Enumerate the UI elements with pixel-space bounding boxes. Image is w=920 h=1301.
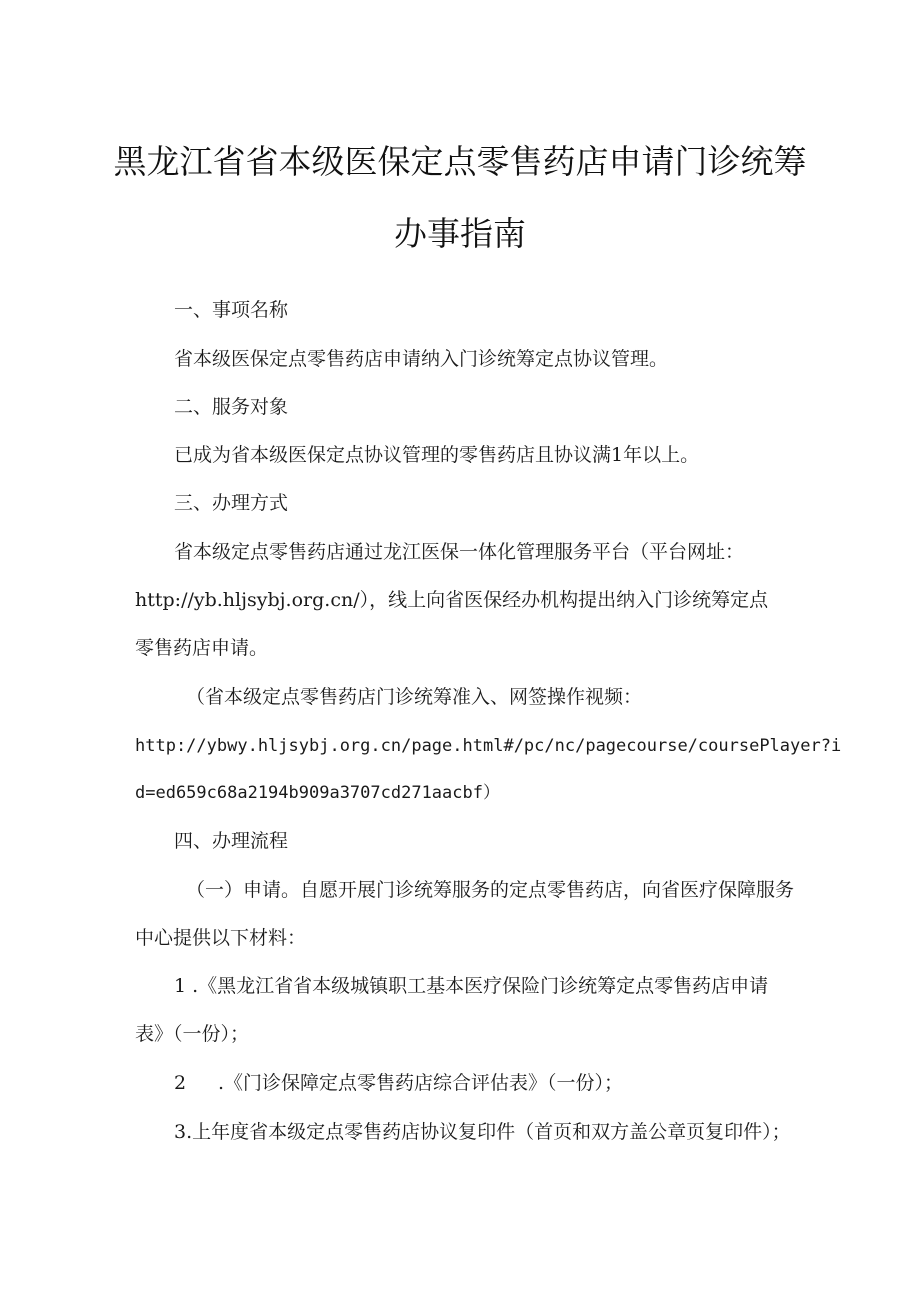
item2-number: 2 [174, 1072, 187, 1094]
video-note-line1: （省本级定点零售药店门诊统筹准入、网签操作视频： [186, 686, 643, 708]
section3-body-line2: http://yb.hljsybj.org.cn/），线上向省医保经办机构提出纳入门诊统筹定点 [135, 589, 769, 611]
section3-body-line1: 省本级定点零售药店通过龙江医保一体化管理服务平台（平台网址： [174, 541, 745, 563]
document-title-line2: 办事指南 [394, 214, 526, 253]
section3-heading: 三、办理方式 [174, 492, 289, 514]
video-note-url-line2: d=ed659c68a2194b909a3707cd271aacbf） [135, 783, 500, 803]
step1-line2: 中心提供以下材料： [135, 927, 307, 949]
item1-line1: 1 .《黑龙江省省本级城镇职工基本医疗保险门诊统筹定点零售药店申请 [174, 975, 769, 997]
section1-heading: 一、事项名称 [174, 299, 289, 321]
section4-heading: 四、办理流程 [174, 830, 289, 852]
document-title-line1: 黑龙江省省本级医保定点零售药店申请门诊统筹 [113, 142, 807, 181]
section1-body: 省本级医保定点零售药店申请纳入门诊统筹定点协议管理。 [174, 348, 669, 370]
step1-line1: （一）申请。自愿开展门诊统筹服务的定点零售药店，向省医疗保障服务 [186, 879, 795, 901]
video-note-url-line1: http://ybwy.hljsybj.org.cn/page.html#/pc/nc/pagecourse/coursePlayer?i [135, 736, 842, 756]
item3: 3.上年度省本级定点零售药店协议复印件（首页和双方盖公章页复印件）； [174, 1121, 791, 1143]
section2-body: 已成为省本级医保定点协议管理的零售药店且协议满1年以上。 [174, 444, 700, 466]
item1-line2: 表》（一份）； [135, 1023, 250, 1045]
item2-text: .《门诊保障定点零售药店综合评估表》（一份）； [218, 1072, 624, 1094]
section2-heading: 二、服务对象 [174, 396, 289, 418]
section3-body-line3: 零售药店申请。 [135, 637, 269, 659]
